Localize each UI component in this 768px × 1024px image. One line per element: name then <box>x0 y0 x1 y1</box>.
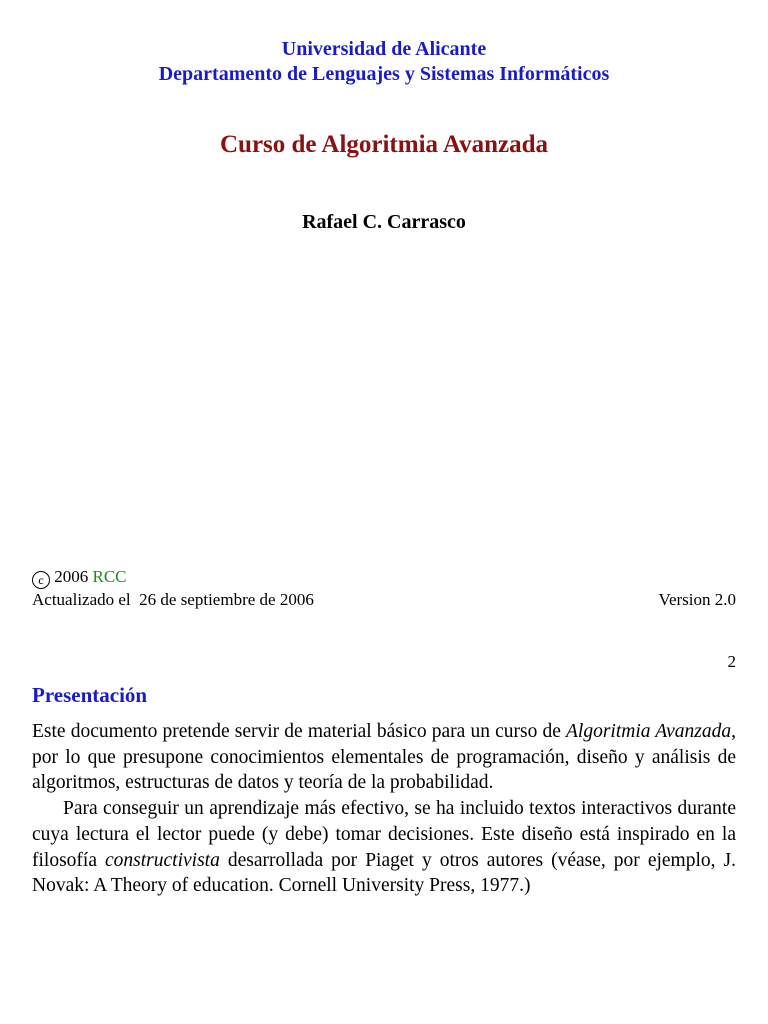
copyright-block <box>32 566 736 611</box>
paragraph-1-emphasis: Algoritmia Avanzada <box>566 721 732 742</box>
paragraph-1-text-a: Este documento pretende servir de material básico para un curso de <box>32 721 567 742</box>
copyright-icon: c <box>32 571 50 589</box>
section-heading: Presentación <box>32 683 148 707</box>
updated-date: Actualizado el 26 de septiembre de 2006 <box>32 590 314 609</box>
copyright-line <box>32 566 736 589</box>
paragraph-1 <box>32 719 736 796</box>
version-label: Version 2.0 <box>658 590 736 609</box>
section-body <box>32 719 736 899</box>
institution-header <box>0 37 768 87</box>
update-version-row <box>32 589 736 611</box>
author-name: Rafael C. Carrasco <box>302 211 466 233</box>
page-number: 2 <box>727 652 736 671</box>
copyright-year: 2006 <box>54 567 89 586</box>
paragraph-2 <box>32 796 736 899</box>
university-name: Universidad de Alicante <box>281 38 487 60</box>
paragraph-2-emphasis: constructivista <box>105 849 220 871</box>
course-title: Curso de Algoritmia Avanzada <box>219 131 548 158</box>
copyright-holder-link[interactable]: RCC <box>92 567 127 586</box>
department-name: Departamento de Lenguajes y Sistemas Informáticos <box>158 63 610 85</box>
paragraph-2-text-a: Para conseguir un aprendizaje más efectivo, se ha incluido textos interactivos durante cuya lectura el lector puede (y debe) tomar decisiones. Este diseño está inspirado en la filosofía <box>32 798 736 871</box>
paragraph-1-text-b: , por lo que presupone conocimientos elementales de programación, diseño y análisis de algoritmos, estructuras de datos y teoría de la probabilidad. <box>32 721 737 794</box>
paragraph-2-text-b: desarrollada por Piaget y otros autores (véase, por ejemplo, J. Novak: A Theory of education. Cornell University Press, 1977.) <box>32 849 736 897</box>
